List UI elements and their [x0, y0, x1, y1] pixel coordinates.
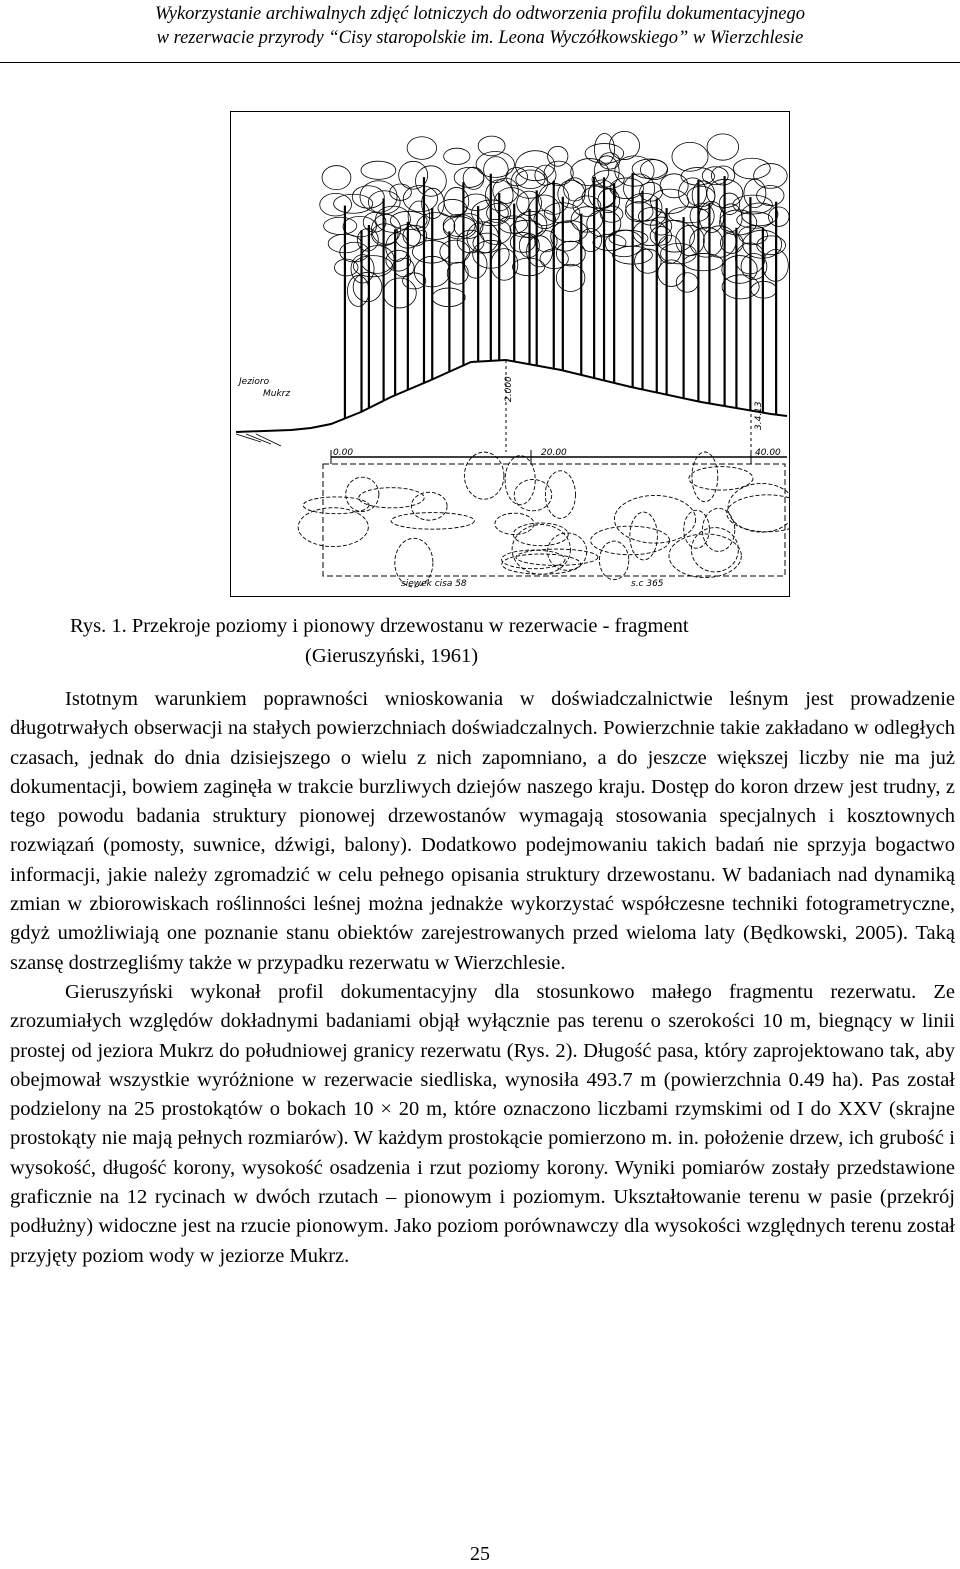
header-rule	[0, 62, 960, 63]
tree-crown	[394, 258, 414, 276]
crown-projection	[411, 492, 447, 520]
figure-caption	[70, 611, 870, 671]
tree-crown	[383, 278, 416, 308]
plan-strip-frame	[323, 464, 785, 576]
seedling-label: siewek cisa 58	[401, 579, 467, 589]
tree-crown	[390, 184, 412, 200]
crown-projections	[298, 452, 789, 587]
crown-projection	[614, 495, 695, 543]
crown-projection	[692, 452, 718, 502]
tree-crown	[403, 186, 437, 212]
distance-label-20: 20.00	[541, 448, 567, 458]
tree-crown	[386, 233, 409, 262]
crown-projection	[391, 513, 474, 530]
forest-profile-figure	[230, 111, 790, 597]
tree-crown	[444, 187, 469, 215]
crown-projection	[516, 549, 598, 565]
distance-label-40: 40.00	[755, 448, 781, 458]
tree-crown	[733, 195, 772, 214]
tree-crown	[588, 180, 616, 209]
tree-crown	[443, 214, 475, 236]
plot-label: s.c 365	[631, 579, 664, 589]
crown-projection	[346, 477, 379, 511]
crown-projection	[702, 508, 734, 551]
figure-caption-line-2: (Gieruszyński, 1961)	[305, 645, 479, 667]
tree-crown	[399, 161, 428, 189]
crown-projection	[669, 534, 741, 578]
lake-label-line-1: Jezioro	[239, 377, 270, 387]
tree-crown	[598, 189, 620, 213]
crown-projection	[514, 479, 552, 510]
crown-projection	[464, 452, 504, 499]
tree-crown	[407, 137, 437, 160]
crown-projection	[545, 471, 575, 518]
crown-projection	[727, 495, 789, 532]
tree-crown	[585, 144, 624, 164]
tree-crown	[516, 170, 545, 189]
tree-crown	[360, 246, 394, 274]
body-text	[10, 685, 955, 1271]
crown-projection	[728, 483, 789, 532]
running-header-line-1: Wykorzystanie archiwalnych zdjęć lotniczych do odtworzenia profilu dokumentacyjnego	[155, 4, 805, 24]
tree-crown	[592, 171, 624, 189]
tree-crown	[660, 174, 688, 198]
tree-crown	[650, 217, 671, 235]
ground-hatching	[236, 434, 281, 446]
tree-crown	[676, 273, 698, 292]
tree-crown	[544, 161, 573, 185]
crown-projection	[691, 528, 738, 572]
tree-crown	[376, 206, 411, 232]
paragraph-2: Gieruszyński wykonał profil dokumentacyjny dla stosunkowo małego fragmentu rezerwatu. Ze zrozumiałych względów dokładnymi badaniami objął wyłącznie pas terenu o szerokości 10 m, biegnący w linii prostej od jeziora Mukrz do południowej granicy rezerwatu (Rys. 2). Długość pasa, który zaprojektowano tak, aby obejmował wszystkie wyróżnione w rezerwacie siedliska, wynosiła 493.7 m (powierzchnia 0.49 ha). Pas został podzielony na 25 prostokątów o bokach 10 × 20 m, które oznaczono liczbami rzymskimi od I do XXV (skrajne prostokąty nie mają pełnych rozmiarów). W każdym prostokącie pomierzono m. in. położenie drzew, ich grubość i wysokość, długość korony, wysokość osadzenia i rzut poziomy korony. Wyniki pomiarów zostały przedstawione graficznie na 12 rycinach w dwóch rzutach – pionowym i poziomym. Ukształtowanie terenu w pasie (przekrój podłużny) widoczne jest na rzucie pionowym. Jako poziom porównawczy dla wysokości względnych terenu został przyjęty poziom wody w jeziorze Mukrz.	[10, 980, 955, 1267]
forest-profile-drawing	[231, 112, 789, 596]
distance-label-0: 0.00	[333, 448, 354, 458]
running-header-line-2: w rezerwacie przyrody “Cisy staropolskie im. Leona Wyczółkowskiego” w Wierzchlesie	[156, 28, 804, 48]
tree-crown	[463, 167, 484, 189]
tree-crown	[757, 236, 786, 255]
tree-crown	[324, 217, 357, 234]
tree-crown	[733, 158, 770, 179]
height-label-mid: 2.000	[504, 376, 514, 402]
page-number: 25	[470, 1543, 490, 1565]
paragraph-1: Istotnym warunkiem poprawności wnioskowania w doświadczalnictwie leśnym jest prowadzenie długotrwałych obserwacji na stałych powierzchniach doświadczalnych. Powierzchnie takie zakładano w odległych czasach, jednak do dnia dzisiejszego o wielu z nich zapomniano, a do jeszcze większej liczby nie ma już dokumentacji, bowiem zaginęła w trakcie burzliwych dziejów naszego kraju. Dostęp do koron drzew jest trudny, z tego powodu badania struktury pionowej drzewostanów wymagają stosowania specjalnych i kosztownych rozwiązań (pomosty, suwnice, dźwigi, balony). Dodatkowo podejmowaniu takich badań nie sprzyja bogactwo informacji, jakie należy zgromadzić w celu pełnego opisania struktury drzewostanu. W badaniach nad dynamiką zmian w zbiorowiskach roślinności leśnej można jednakże wykorzystać współczesne techniki fotogrametryczne, gdyż umożliwiają one poznanie stanu obiektów zarejestrowanych przed wieloma laty (Będkowski, 2005). Taką szansę dostrzegliśmy także w przypadku rezerwatu w Wierzchlesie.	[10, 688, 955, 974]
tree-crown	[478, 136, 505, 156]
crown-projection	[689, 467, 753, 490]
figure-caption-line-1: Rys. 1. Przekroje poziomy i pionowy drzewostanu w rezerwacie - fragment	[70, 615, 689, 637]
tree-crown	[322, 166, 351, 190]
lake-label-line-2: Mukrz	[263, 389, 291, 399]
tree-crown	[484, 157, 509, 183]
tree-crown	[352, 186, 384, 208]
tree-crown	[564, 178, 586, 201]
tree-crown	[454, 167, 484, 187]
tree-crown	[690, 227, 723, 257]
crown-projection	[502, 550, 566, 569]
tree-crown	[403, 273, 426, 289]
tree-crowns	[320, 131, 789, 418]
crown-projection	[513, 523, 568, 546]
crown-projection	[599, 541, 628, 580]
height-label-right: 3.4.13	[754, 401, 764, 430]
running-header	[0, 2, 960, 50]
crown-projection	[630, 512, 658, 560]
tree-crown	[707, 134, 739, 160]
tree-crown	[444, 148, 470, 164]
tree-crown	[464, 251, 487, 279]
tree-crown	[361, 161, 396, 179]
tree-crown	[672, 142, 708, 171]
tree-crown	[624, 174, 655, 203]
tree-crown	[703, 226, 736, 257]
tree-crown	[416, 166, 447, 196]
tree-crown	[334, 194, 373, 213]
tree-crown	[493, 178, 519, 203]
tree-crown	[605, 230, 643, 257]
tree-crown	[573, 196, 601, 217]
